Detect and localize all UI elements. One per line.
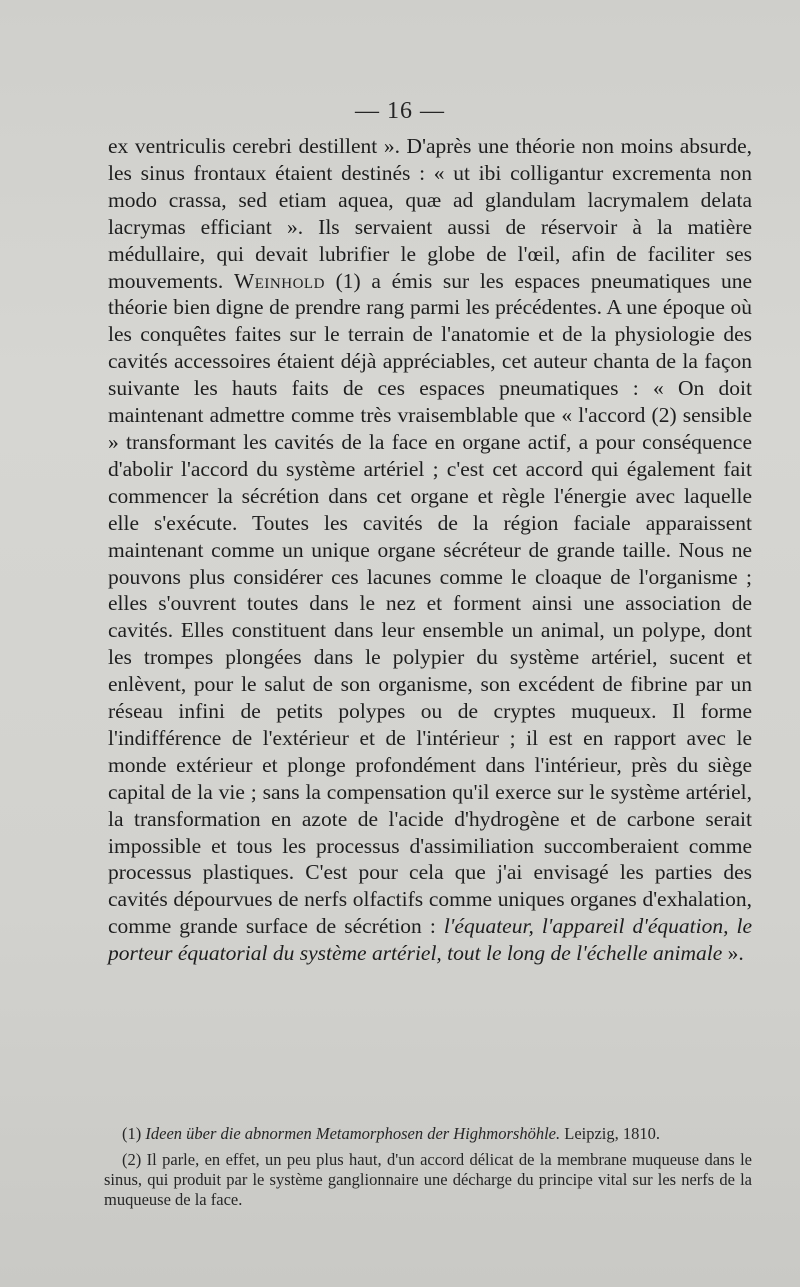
footnote-1 bbox=[104, 1124, 752, 1144]
body-text bbox=[108, 133, 752, 967]
body-segment-1: ex ventriculis cerebri destillent ». D'après une théorie non moins absurde, les sinus frontaux étaient destinés : « ut ibi colligantur excrementa non modo crassa, sed etiam aquea, quæ ad glandulam lacrymalem delata lacrymas efficiant ». Ils servaient aussi de réservoir à la matière médullaire, qui devait lubrifier le globe de l'œil, afin de faciliter ses mouvements. bbox=[108, 134, 752, 293]
italic-quote: l'équateur, l'appareil d'équation, le porteur équatorial du système artériel, tout le long de l'échelle animale bbox=[108, 914, 752, 966]
body-segment-3: ». bbox=[722, 941, 744, 966]
footnote-1-rest: Leipzig, 1810. bbox=[560, 1124, 661, 1143]
footnotes bbox=[104, 1124, 752, 1216]
main-paragraph bbox=[108, 133, 752, 967]
footnote-2: (2) Il parle, en effet, un peu plus haut, d'un accord délicat de la membrane muqueuse dans le sinus, qui produit par le système ganglionnaire une décharge du principe vital sur les nerfs de la muqueuse de la face. bbox=[104, 1150, 752, 1209]
author-name: Weinhold bbox=[233, 268, 325, 293]
page-number: — 16 — bbox=[355, 98, 445, 124]
footnote-1-title: Ideen über die abnormen Metamorphosen der Highmorshöhle. bbox=[145, 1124, 561, 1143]
footnote-1-mark: (1) bbox=[122, 1124, 146, 1143]
body-segment-2: (1) a émis sur les espaces pneumatiques une théorie bien digne de prendre rang parmi les précédentes. A une époque où les conquêtes faites sur le terrain de l'anatomie et de la physiologie des cavités accessoires étaient déjà appréciables, cet auteur chanta de la façon suivante les hauts faits de ces espaces pneumatiques : « On doit maintenant admettre comme très vraisemblable que « l'accord (2) sensible » transformant les cavités de la face en organe actif, a pour conséquence d'abolir l'accord du système artériel ; c'est cet accord qui également fait commencer la sécrétion dans cet organe et règle l'énergie avec laquelle elle s'exécute. Toutes les cavités de la région faciale apparaissent maintenant comme un unique organe sécréteur de grande taille. Nous ne pouvons plus considérer ces lacunes comme le cloaque de l'organisme ; elles s'ouvrent toutes dans le nez et forment ainsi une association de cavités. Elles constituent dans leur ensemble un animal, un polype, dont les trompes plongées dans le polypier du système artériel, sucent et enlèvent, pour le salut de son organisme, son excédent de fibrine par un réseau infini de petits polypes ou de cryptes muqueux. Il forme l'indifférence de l'extérieur et de l'intérieur ; il est en rapport avec le monde extérieur et plonge profondément dans l'intérieur, près du siège capital de la vie ; sans la compensation qu'il exerce sur le système artériel, la transformation en azote de l'acide d'hydrogène et de carbone serait impossible et tous les processus d'assimiliation succomberaient comme processus plastiques. C'est pour cela que j'ai envisagé les parties des cavités dépourvues de nerfs olfactifs comme uniques organes d'exhalation, comme grande surface de sécrétion : bbox=[108, 268, 752, 939]
